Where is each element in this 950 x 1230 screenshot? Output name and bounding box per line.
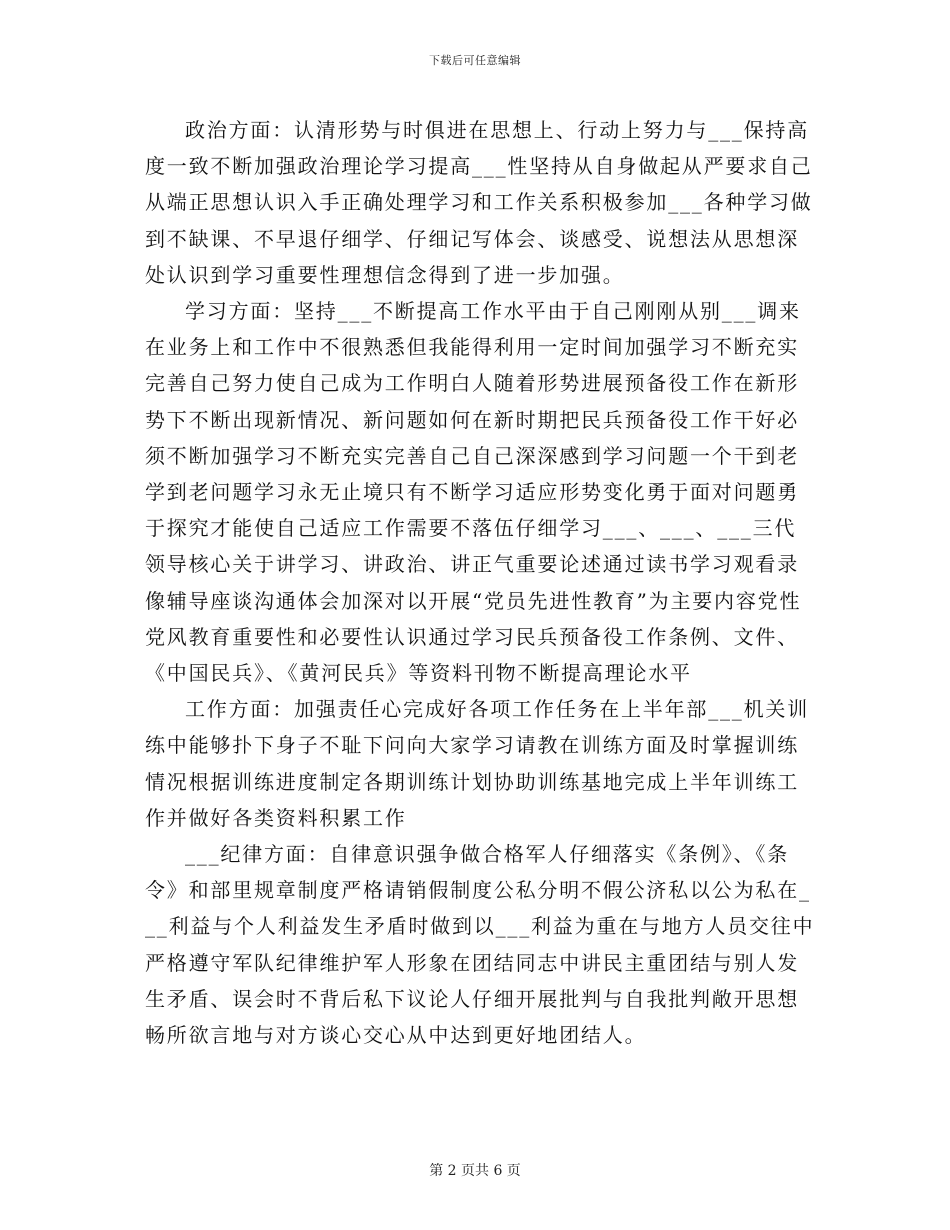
page-header: 下载后可任意编辑 — [429, 54, 521, 67]
page-footer: 第 2 页共 6 页 — [429, 1163, 521, 1179]
paragraph-work: 工作方面：加强责任心完成好各项工作任务在上半年部___机关训练中能够扑下身子不耻下问向大家学习请教在训练方面及时掌握训练情况根据训练进度制定各期训练计划协助训练基地完成上半年训练工作并做好各类资料积累工作 — [145, 697, 809, 830]
paragraph-politics: 政治方面：认清形势与时俱进在思想上、行动上努力与___保持高度一致不断加强政治理论学习提高___性坚持从自身做起从严要求自己从端正思想认识入手正确处理学习和工作关系积极参加___各种学习做到不缺课、不早退仔细学、仔细记写体会、谈感受、说想法从思想深处认识到学习重要性理想信念得到了进一步加强。 — [145, 118, 813, 287]
document-body — [145, 112, 815, 1053]
paragraph-discipline: ___纪律方面：自律意识强争做合格军人仔细落实《条例》、《条令》和部里规章制度严格请销假制度公私分明不假公济私以公为私在___利益与个人利益发生矛盾时做到以___利益为重在与地方人员交往中严格遵守军队纪律维护军人形象在团结同志中讲民主重团结与别人发生矛盾、误会时不背后私下议论人仔细开展批判与自我批判敞开思想畅所欲言地与对方谈心交心从中达到更好地团结人。 — [145, 842, 815, 1048]
paragraph-study: 学习方面：坚持___不断提高工作水平由于自己刚刚从别___调来在业务上和工作中不很熟悉但我能得利用一定时间加强学习不断充实完善自己努力使自己成为工作明白人随着形势进展预备役工作在新形势下不断出现新情况、新问题如何在新时期把民兵预备役工作干好必须不断加强学习不断充实完善自己自己深深感到学习问题一个干到老学到老问题学习永无止境只有不断学习适应形势变化勇于面对问题勇于探究才能使自己适应工作需要不落伍仔细学习___、___、___三代领导核心关于讲学习、讲政治、讲正气重要论述通过读书学习观看录像辅导座谈沟通体会加深对以开展“党员先进性教育”为主要内容党性党风教育重要性和必要性认识通过学习民兵预备役工作条例、文件、《中国民兵》、《黄河民兵》等资料刊物不断提高理论水平 — [145, 299, 802, 686]
